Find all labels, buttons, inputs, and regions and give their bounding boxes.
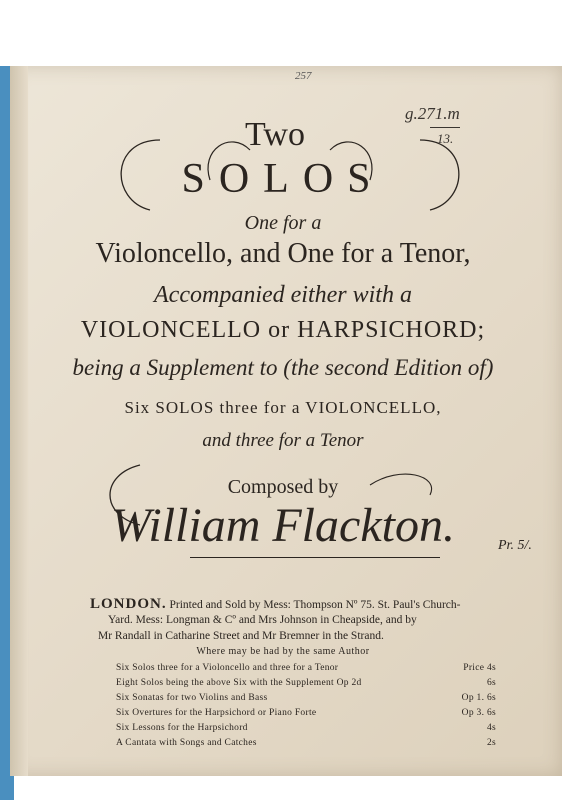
work-price: 6s	[486, 677, 496, 688]
list-item	[116, 690, 496, 705]
title-accompanied: Accompanied either with a	[154, 282, 412, 308]
work-title: Six Lessons for the Harpsichord	[116, 722, 248, 733]
title-one-for-a: One for a	[244, 212, 322, 234]
list-item	[116, 720, 496, 735]
title-six-solos: Six SOLOS three for a VIOLONCELLO,	[124, 398, 442, 417]
title-three-tenor: and three for a Tenor	[202, 430, 364, 451]
list-item	[116, 705, 496, 720]
work-price: Op 1. 6s	[461, 692, 496, 703]
title-accompaniment: VIOLONCELLO or HARPSICHORD;	[80, 317, 486, 343]
imprint-line-2: Yard. Mess: Longman & Cº and Mrs Johnson in Cheapside, and by	[108, 614, 417, 626]
composed-by: Composed by	[227, 476, 339, 498]
work-title: Six Solos three for a Violoncello and three for a Tenor	[116, 662, 339, 673]
title-supplement: being a Supplement to (the second Edition of)	[72, 355, 494, 380]
folio-mark: 257	[295, 70, 312, 82]
where-header: Where may be had by the same Author	[196, 646, 370, 657]
list-item	[116, 675, 496, 690]
list-item	[116, 660, 496, 675]
work-price: 2s	[486, 737, 496, 748]
work-title: Six Sonatas for two Violins and Bass	[116, 692, 268, 703]
work-title: Six Overtures for the Harpsichord or Piano Forte	[116, 707, 317, 718]
list-item	[116, 735, 496, 750]
works-list	[116, 660, 496, 750]
shelf-mark: g.271.m	[405, 104, 460, 123]
imprint-city: LONDON.	[90, 596, 167, 612]
work-title: Eight Solos being the above Six with the Supplement Op 2d	[116, 677, 362, 688]
title-solos: SOLOS	[181, 156, 385, 202]
price-mark: Pr. 5/.	[498, 538, 532, 553]
imprint-line-1	[90, 596, 460, 613]
imprint-line-1-text: Printed and Sold by Mess: Thompson Nº 75. St. Paul's Church-	[169, 599, 461, 611]
work-title: A Cantata with Songs and Catches	[116, 737, 257, 748]
title-instruments: Violoncello, and One for a Tenor,	[95, 238, 471, 269]
work-price: 4s	[486, 722, 496, 733]
title-two: Two	[245, 116, 305, 153]
work-price: Price 4s	[463, 662, 496, 673]
work-price: Op 3. 6s	[461, 707, 496, 718]
imprint-line-3: Mr Randall in Catharine Street and Mr Bremner in the Strand.	[98, 630, 384, 642]
composer-name: William Flackton.	[111, 499, 455, 552]
title-rule	[190, 557, 440, 558]
shelf-mark-number: 13.	[437, 131, 454, 146]
